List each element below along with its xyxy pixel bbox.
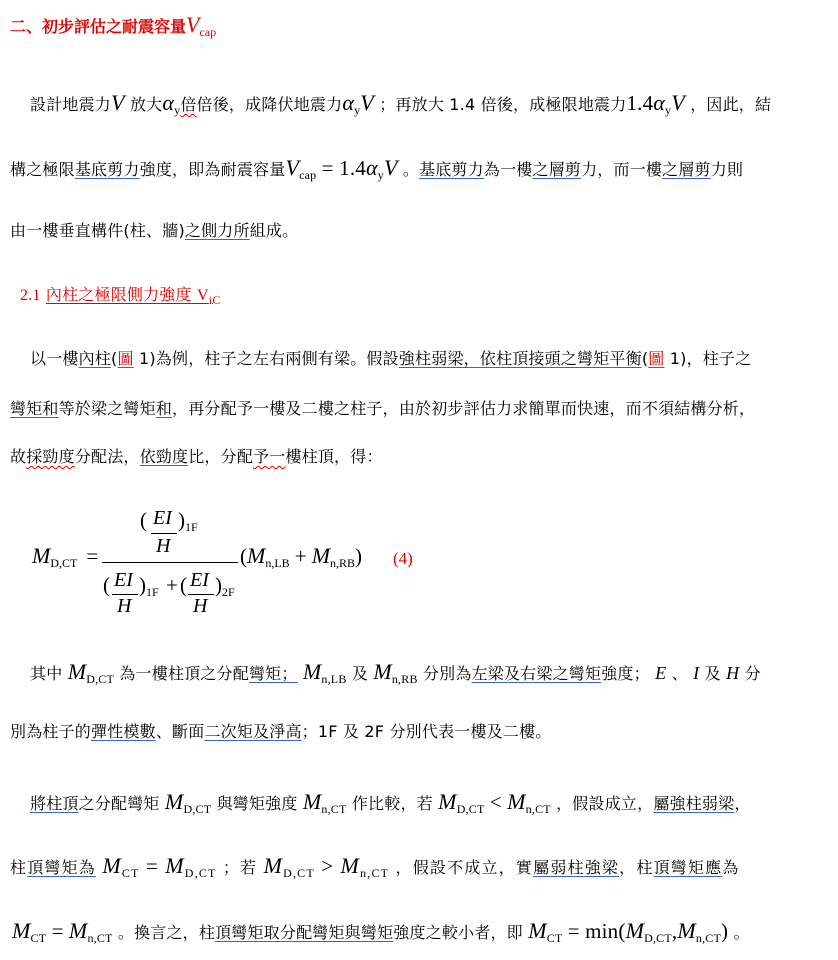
p4-line2: 柱頂彎矩為 $M_{CT} = M_{D,CT}$ ；若 $M_{D,CT} > M_{n,CT}$ ，假設不成立，實屬弱柱強梁，柱頂彎矩應為: [10, 853, 740, 881]
p1-line3: 由一樓垂直構件(柱、牆)之側力所組成。: [10, 221, 299, 240]
p2-line3: 故採勁度分配法，依勁度比，分配予一樓柱頂，得：: [10, 447, 383, 466]
p2-line2: 彎矩和等於梁之彎矩和，再分配予一樓及二樓之柱子，由於初步評估力求簡單而快速，而不須結構分析，: [10, 399, 756, 418]
p4-line1: 將柱頂之分配彎矩 $M_{D,CT}$ 與彎矩強度 $M_{n,CT}$ 作比較，若 $M_{D,CT} < M_{n,CT}$ ，假設成立，屬強柱弱梁，: [30, 789, 751, 817]
heading: 二、初步評估之耐震容量$V_{cap}$: [10, 12, 217, 40]
p4-line3: $M_{CT} = M_{n,CT}$ 。換言之，柱頂彎矩取分配彎矩與彎矩強度之較小者，即 $M_{CT} = \min(M_{D,CT},M_{n,CT})$ 。: [12, 918, 750, 946]
p1-line1: 設計地震力V 放大$\alpha_y$倍倍後，成降伏地震力$\alpha_yV$ ；再放大 1.4 倍後，成極限地震力$1.4\alpha_yV$ ，因此，結: [30, 90, 772, 118]
equation-number: (4): [393, 549, 413, 568]
section-heading: 2.1 內柱之極限側力強度 $V_{iC}$: [20, 285, 221, 308]
p3-line1: 其中 $M_{D,CT}$ 為一樓柱頂之分配彎矩； $M_{n,LB}$ 及 $M_{n,RB}$ 分別為左梁及右梁之彎矩強度； E 、 I 及 H 分: [30, 659, 761, 687]
p3-line2: 別為柱子的彈性模數、斷面二次矩及淨高；1F 及 2F 分別代表一樓及二樓。: [10, 722, 552, 741]
p1-line2: 構之極限基底剪力強度，即為耐震容量$V_{cap} = 1.4\alpha_yV$ 。基底剪力為一樓之層剪力，而一樓之層剪力則: [10, 155, 744, 183]
p2-line1: 以一樓內柱(圖 1)為例，柱子之左右兩側有梁。假設強柱弱梁，依柱頂接頭之彎矩平衡(圖 1)，柱子之: [30, 349, 752, 368]
